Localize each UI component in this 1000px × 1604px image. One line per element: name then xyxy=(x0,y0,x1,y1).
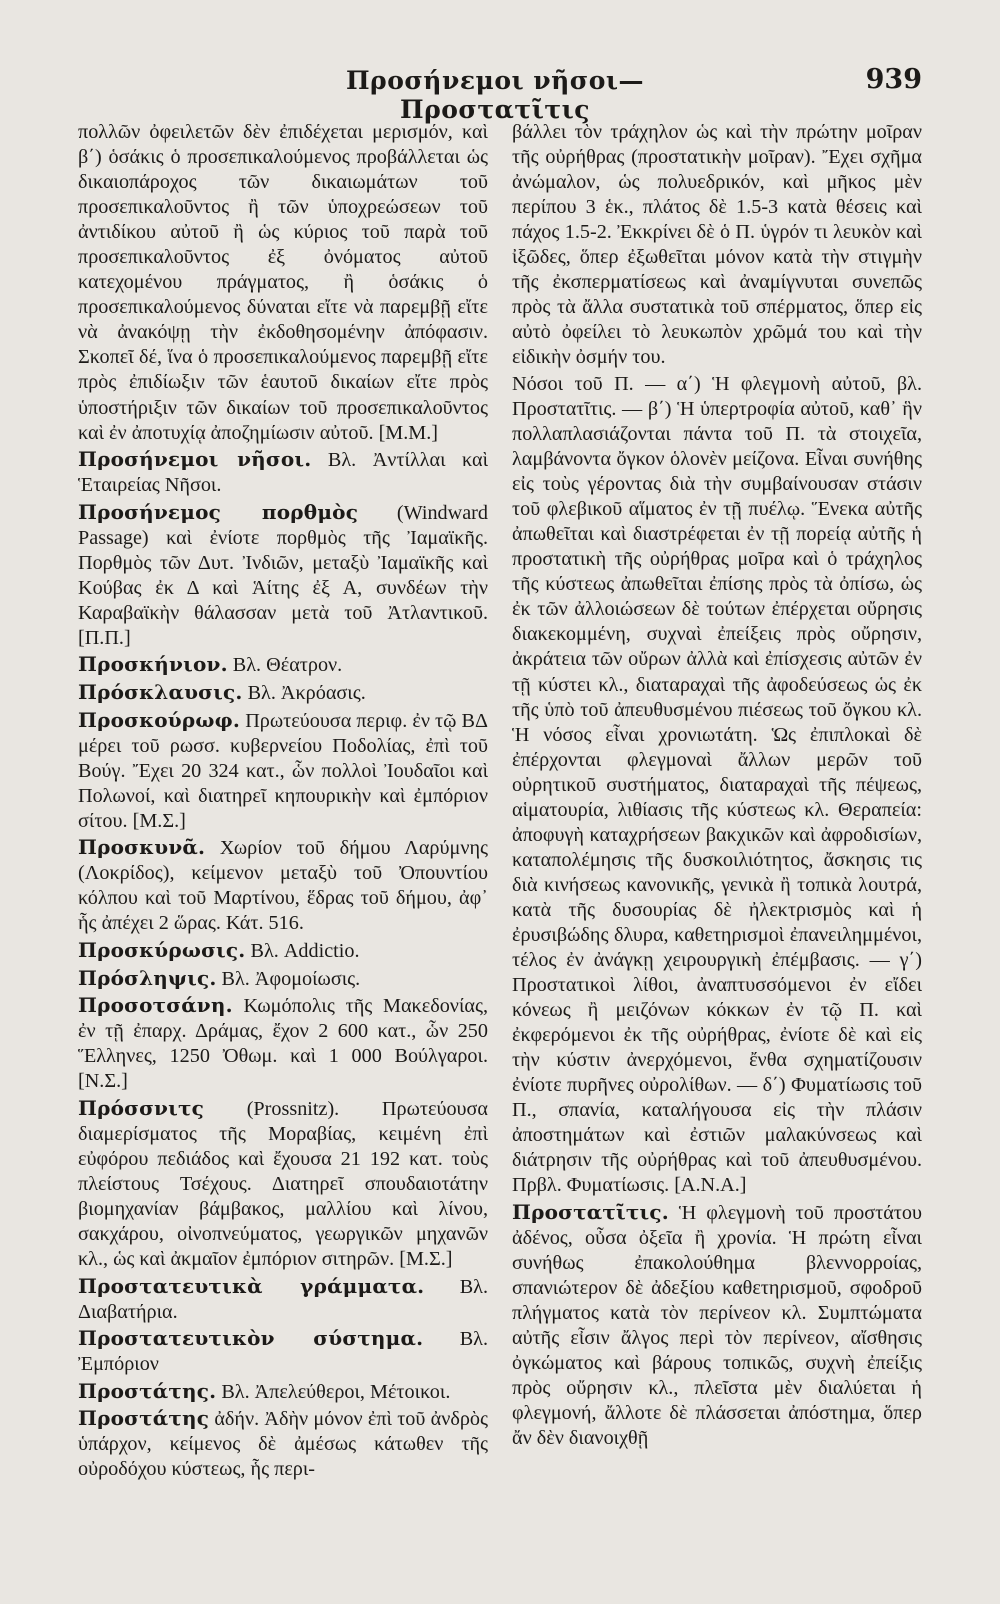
entry-text: Κωμόπολις τῆς Μακεδονίας, ἐν τῇ ἐπαρχ. Δράμας, ἔχον 2 600 κατ., ὧν 250 Ἕλληνες, 1250 Ὀθωμ. καὶ 1 000 Βούλγαροι. [Ν.Σ.] xyxy=(78,995,488,1093)
dictionary-entry xyxy=(78,708,488,834)
dictionary-entry xyxy=(512,372,922,1199)
running-head: Προσήνεμοι νῆσοι—Προστατῖτις xyxy=(345,66,645,124)
dictionary-entry xyxy=(78,966,488,992)
entry-text: Βλ. Διαβατήρια. xyxy=(78,1275,488,1323)
entry-headword: Προστατευτικὰ γράμματα. xyxy=(78,1273,425,1298)
page-header xyxy=(0,58,1000,124)
entry-text: (Prossnitz). Πρωτεύουσα διαμερίσματος τῆς Μοραβίας, κειμένη ἐπὶ εὐφόρου πεδιάδος καὶ ἔχουσα 21 192 κατ. τοὺς πλείστους Τσέχους. Διατηρεῖ σπουδαιοτάτην βιομηχανίαν βάμβακος, μαλλίου καὶ λίνου, σακχάρου, οἰνοπνεύματος, γεωργικῶν μηχανῶν κλ., ὡς καὶ ἀκμαῖον ἐμπόριον σιτηρῶν. [Μ.Σ.] xyxy=(78,1097,488,1271)
entry-text: Βλ. Ἀκρόασις. xyxy=(242,682,366,705)
dictionary-entry xyxy=(78,993,488,1094)
entry-text: (Windward Passage) καὶ ἐνίοτε πορθμὸς τῆς Ἰαμαϊκῆς. Πορθμὸς τῶν Δυτ. Ἰνδιῶν, μεταξὺ Ἰαμαϊκῆς καὶ Κούβας ἐκ Δ καὶ Ἁίτης ἐξ Α, συνδέων τὴν Καραβαϊκὴν θάλασσαν μετὰ τοῦ Ἀτλαντικοῦ. [Π.Π.] xyxy=(78,501,488,649)
dictionary-entry xyxy=(78,1326,488,1377)
dictionary-entry xyxy=(78,1379,488,1405)
entry-headword: Προσκυνᾶ. xyxy=(78,835,206,860)
entry-headword: Προσκύρωσις. xyxy=(78,938,246,962)
entry-text: Βλ. Ἀφομοίωσις. xyxy=(216,967,361,990)
entry-text: Βλ. Ἐμπόριον xyxy=(78,1328,488,1376)
entry-text: Βλ. Ἀπελεύθεροι, Μέτοικοι. xyxy=(216,1380,451,1403)
dictionary-entry xyxy=(78,1406,488,1482)
dictionary-entry xyxy=(78,652,488,678)
entry-headword: Πρόσληψις. xyxy=(78,965,217,990)
entry-headword: Προστάτης xyxy=(78,1406,210,1431)
entry-text: βάλλει τὸν τράχηλον ὡς καὶ τὴν πρώτην μοῖραν τῆς οὐρήθρας (προστατικὴν μοῖραν). Ἔχει σχῆμα ἀνώμαλον, ὡς πολυεδρικόν, καὶ μῆκος μὲν περίπου 3 ἑκ., πλάτος δὲ 1.5-3 κατὰ θέσεις καὶ πάχος 1.5-2. Ἐκκρίνει δὲ ὁ Π. ὑγρόν τι λευκὸν καὶ ἰξῶδες, ὅπερ ἐξωθεῖται μόνον κατὰ τὴν στιγμὴν τῆς ἐκσπερματίσεως καὶ ἀναμίγνυται συνεπῶς πρὸς τὰ ἄλλα συστατικὰ τοῦ σπέρματος, ὅπερ εἰς αὐτὸ ὀφείλει τὸ λευκωπὸν χρῶμά του καὶ τὴν εἰδικὴν ὀσμήν του. xyxy=(512,121,922,369)
dictionary-entry xyxy=(78,938,488,964)
entry-headword: Προσκούρωφ. xyxy=(78,707,241,732)
entry-text: Νόσοι τοῦ Π. — α΄) Ἡ φλεγμονὴ αὐτοῦ, βλ. Προστατῖτις. — β΄) Ἡ ὑπερτροφία αὐτοῦ, καθ᾿ ἣν πολλαπλασιάζονται πάντα τοῦ Π. τὰ στοιχεῖα, λαμβάνοντα ὄγκον ὁλονὲν μείζονα. Εἶναι συνήθης εἰς τοὺς γέροντας διὰ τὴν συμβαίνουσαν στάσιν τοῦ φλεβικοῦ αἵματος ἐν τῇ πυέλῳ. Ἕνεκα αὐτῆς ἀπωθεῖται καὶ διαστρέφεται ἐν τῇ πορείᾳ αὐτῆς ἡ προστατικὴ τῆς οὐρήθρας μοῖρα καὶ ὁ τράχηλος τῆς κύστεως ἀπωθεῖται ἐπίσης πρὸς τὰ ὀπίσω, ὡς ἐκ τῶν ἀλλοιώσεων δὲ τούτων ἐπέρχεται οὔρησις διακεκομμένη, συχναὶ ἐπείξεις πρὸς οὔρησιν, ἀκράτεια τῶν οὔρων ἀλλὰ καὶ ἐπίσχεσις αὐτῶν ἐν τῇ κύστει κλ., διαταραχαὶ τῆς ἀφοδεύσεως ὡς ἐκ τῆς ὑπὸ τοῦ ἀπευθυσμένου πιέσεως τοῦ ὄγκου κλ. Ἡ νόσος εἶναι χρονιωτάτη. Ὡς ἐπιπλοκαὶ δὲ ἐπέρχονται φλεγμοναὶ ἄλλων μερῶν τοῦ οὐρητικοῦ συστήματος, διαταραχαὶ τῆς πέψεως, αἱματουρία, λιθίασις τῆς κύστεως κλ. Θεραπεία: ἀποφυγὴ καταχρήσεων βακχικῶν καὶ ἀφροδισίων, καταπολέμησις τῆς δυσκοιλιότητος, ἄσκησις τις διὰ κινήσεως κανονικῆς, γενικὰ ἢ τοπικὰ λουτρά, κατὰ τῆς δυσουρίας δὲ ἠλεκτρισμὸς καὶ ἡ ἐρυσιβώδης δλυρα, καθετηρισμοὶ ἐπανειλημμένοι, τέλος ἐν ἀνάγκῃ χειρουργικὴ ἐπέμβασις. — γ΄) Προστατικοὶ λίθοι, ἀναπτυσσόμενοι ἐν εἴδει κόνεως ἢ μειζόνων κόκκων ἐν τῷ Π. καὶ ἐκφερόμενοι ἐκ τῆς οὐρήθρας, ἐνίοτε δὲ καὶ εἰς τὴν κύστιν ἀνερχόμενοι, ἔνθα σχηματίζουσιν ἐνίοτε πυρῆνες οὐρολίθων. — δ΄) Φυματίωσις τοῦ Π., σπανία, καταλήγουσα εἰς τὴν πλάσιν ἀποστημάτων καὶ ἐστιῶν μαλακύνσεως καὶ διάτρησιν τῆς οὐρήθρας καὶ τοῦ ἀπευθυσμένου. Πρβλ. Φυματίωσις. [Α.Ν.Α.] xyxy=(512,372,922,1197)
entry-text: πολλῶν ὀφειλετῶν δὲν ἐπιδέχεται μερισμόν, καὶ β΄) ὁσάκις ὁ προσεπικαλούμενος προβάλλεται ὡς δικαιοπάροχος τῶν δικαιωμάτων τοῦ προσεπικαλοῦντος ἢ τῶν ὑποχρεώσεων τοῦ ἀντιδίκου αὐτοῦ ἢ ὡς κύριος τοῦ παρὰ τοῦ προσεπικαλοῦντος ἐξ ὀνόματος αὐτοῦ κατεχομένου πράγματος, ἢ ὁσάκις ὁ προσεπικαλούμενος δύναται εἴτε νὰ παρεμβῇ εἴτε νὰ ἀνακόψῃ τὴν ἐκδοθησομένην ἀπόφασιν. Σκοπεῖ δέ, ἵνα ὁ προσεπικαλούμενος παρεμβῇ εἴτε πρὸς ἐπιδίωξιν τῶν ἑαυτοῦ δικαίων εἴτε πρὸς ὑποστήριξιν τῶν δικαίων τοῦ προσεπικαλοῦντος καὶ ἐν ἀποτυχίᾳ ἀποζημίωσιν αὐτοῦ. [Μ.Μ.] xyxy=(78,121,488,444)
entry-headword: Προστάτης. xyxy=(78,1378,217,1403)
entry-headword: Πρόσσνιτς xyxy=(78,1095,205,1120)
entry-headword: Προστατευτικὸν σύστημα. xyxy=(78,1326,424,1351)
dictionary-entry xyxy=(512,120,922,370)
dictionary-entry xyxy=(78,120,488,446)
entry-text: ἀδήν. Ἀδὴν μόνον ἐπὶ τοῦ ἀνδρὸς ὑπάρχον, κείμενος δὲ ἀμέσως κάτωθεν τῆς οὐροδόχου κύστεως, ἧς περι- xyxy=(78,1408,488,1481)
dictionary-entry xyxy=(78,835,488,936)
dictionary-entry xyxy=(78,447,488,498)
entry-headword: Προσήνεμοι νῆσοι. xyxy=(78,447,312,472)
dictionary-entry xyxy=(512,1200,922,1451)
entry-text: Πρωτεύουσα περιφ. ἐν τῷ ΒΔ μέρει τοῦ ρωσσ. κυβερνείου Ποδολίας, ἐπὶ τοῦ Βούγ. Ἔχει 20 324 κατ., ὧν πολλοὶ Ἰουδαῖοι καὶ Πολωνοί, καὶ διατηρεῖ κηπουρικὴν καὶ ἐμπόριον σίτου. [Μ.Σ.] xyxy=(78,709,488,832)
entry-text: Βλ. Ἀντίλλαι καὶ Ἑταιρείας Νῆσοι. xyxy=(78,449,488,497)
dictionary-entry xyxy=(78,1096,488,1272)
dictionary-entry xyxy=(78,1274,488,1325)
entry-headword: Πρόσκλαυσις. xyxy=(78,680,243,705)
dictionary-entry xyxy=(78,680,488,706)
entry-text: Βλ. Θέατρον. xyxy=(227,654,343,677)
entry-headword: Προστατῖτις. xyxy=(512,1200,669,1225)
entry-headword: Προσοτσάνη. xyxy=(78,993,233,1018)
entry-headword: Προσήνεμος πορθμὸς xyxy=(78,499,359,524)
entry-text: Ἡ φλεγμονὴ τοῦ προστάτου ἀδένος, οὖσα ὀξεῖα ἢ χρονία. Ἡ πρώτη εἶναι συνήθως ἐπακολούθημα βλεννορροίας, σπανιώτερον δὲ ἀδεξίου καθετηρισμοῦ, σφοδροῦ πλήγματος κατὰ τὸν περίνεον κλ. Συμπτώματα αὐτῆς εἶσιν ἄλγος περὶ τὸν περίνεον, αἴσθησις ὀγκώματος καὶ βάρους τοπικῶς, συχνὴ ἐπείξις πρὸς οὔρησιν κλ., πλεῖστα μὲν διαλύεται ἡ φλεγμονή, ἄλλοτε δὲ πλάσσεται ἀπόστημα, ὅπερ ἄν δὲν διανοιχθῇ xyxy=(512,1202,922,1450)
left-column xyxy=(78,120,488,1580)
dictionary-entry xyxy=(78,500,488,651)
entry-text: Χωρίον τοῦ δήμου Λαρύμνης (Λοκρίδος), κείμενον μεταξὺ τοῦ Ὀπουντίου κόλπου καὶ τοῦ Μαρτίνου, ἕδρας τοῦ δήμου, ἀφ᾿ ἧς ἀπέχει 2 ὥρας. Κάτ. 516. xyxy=(78,837,488,935)
page-number: 939 xyxy=(865,64,922,95)
entry-text: Βλ. Addictio. xyxy=(245,940,360,962)
entry-headword: Προσκήνιον. xyxy=(78,652,228,677)
right-column xyxy=(512,120,922,1580)
